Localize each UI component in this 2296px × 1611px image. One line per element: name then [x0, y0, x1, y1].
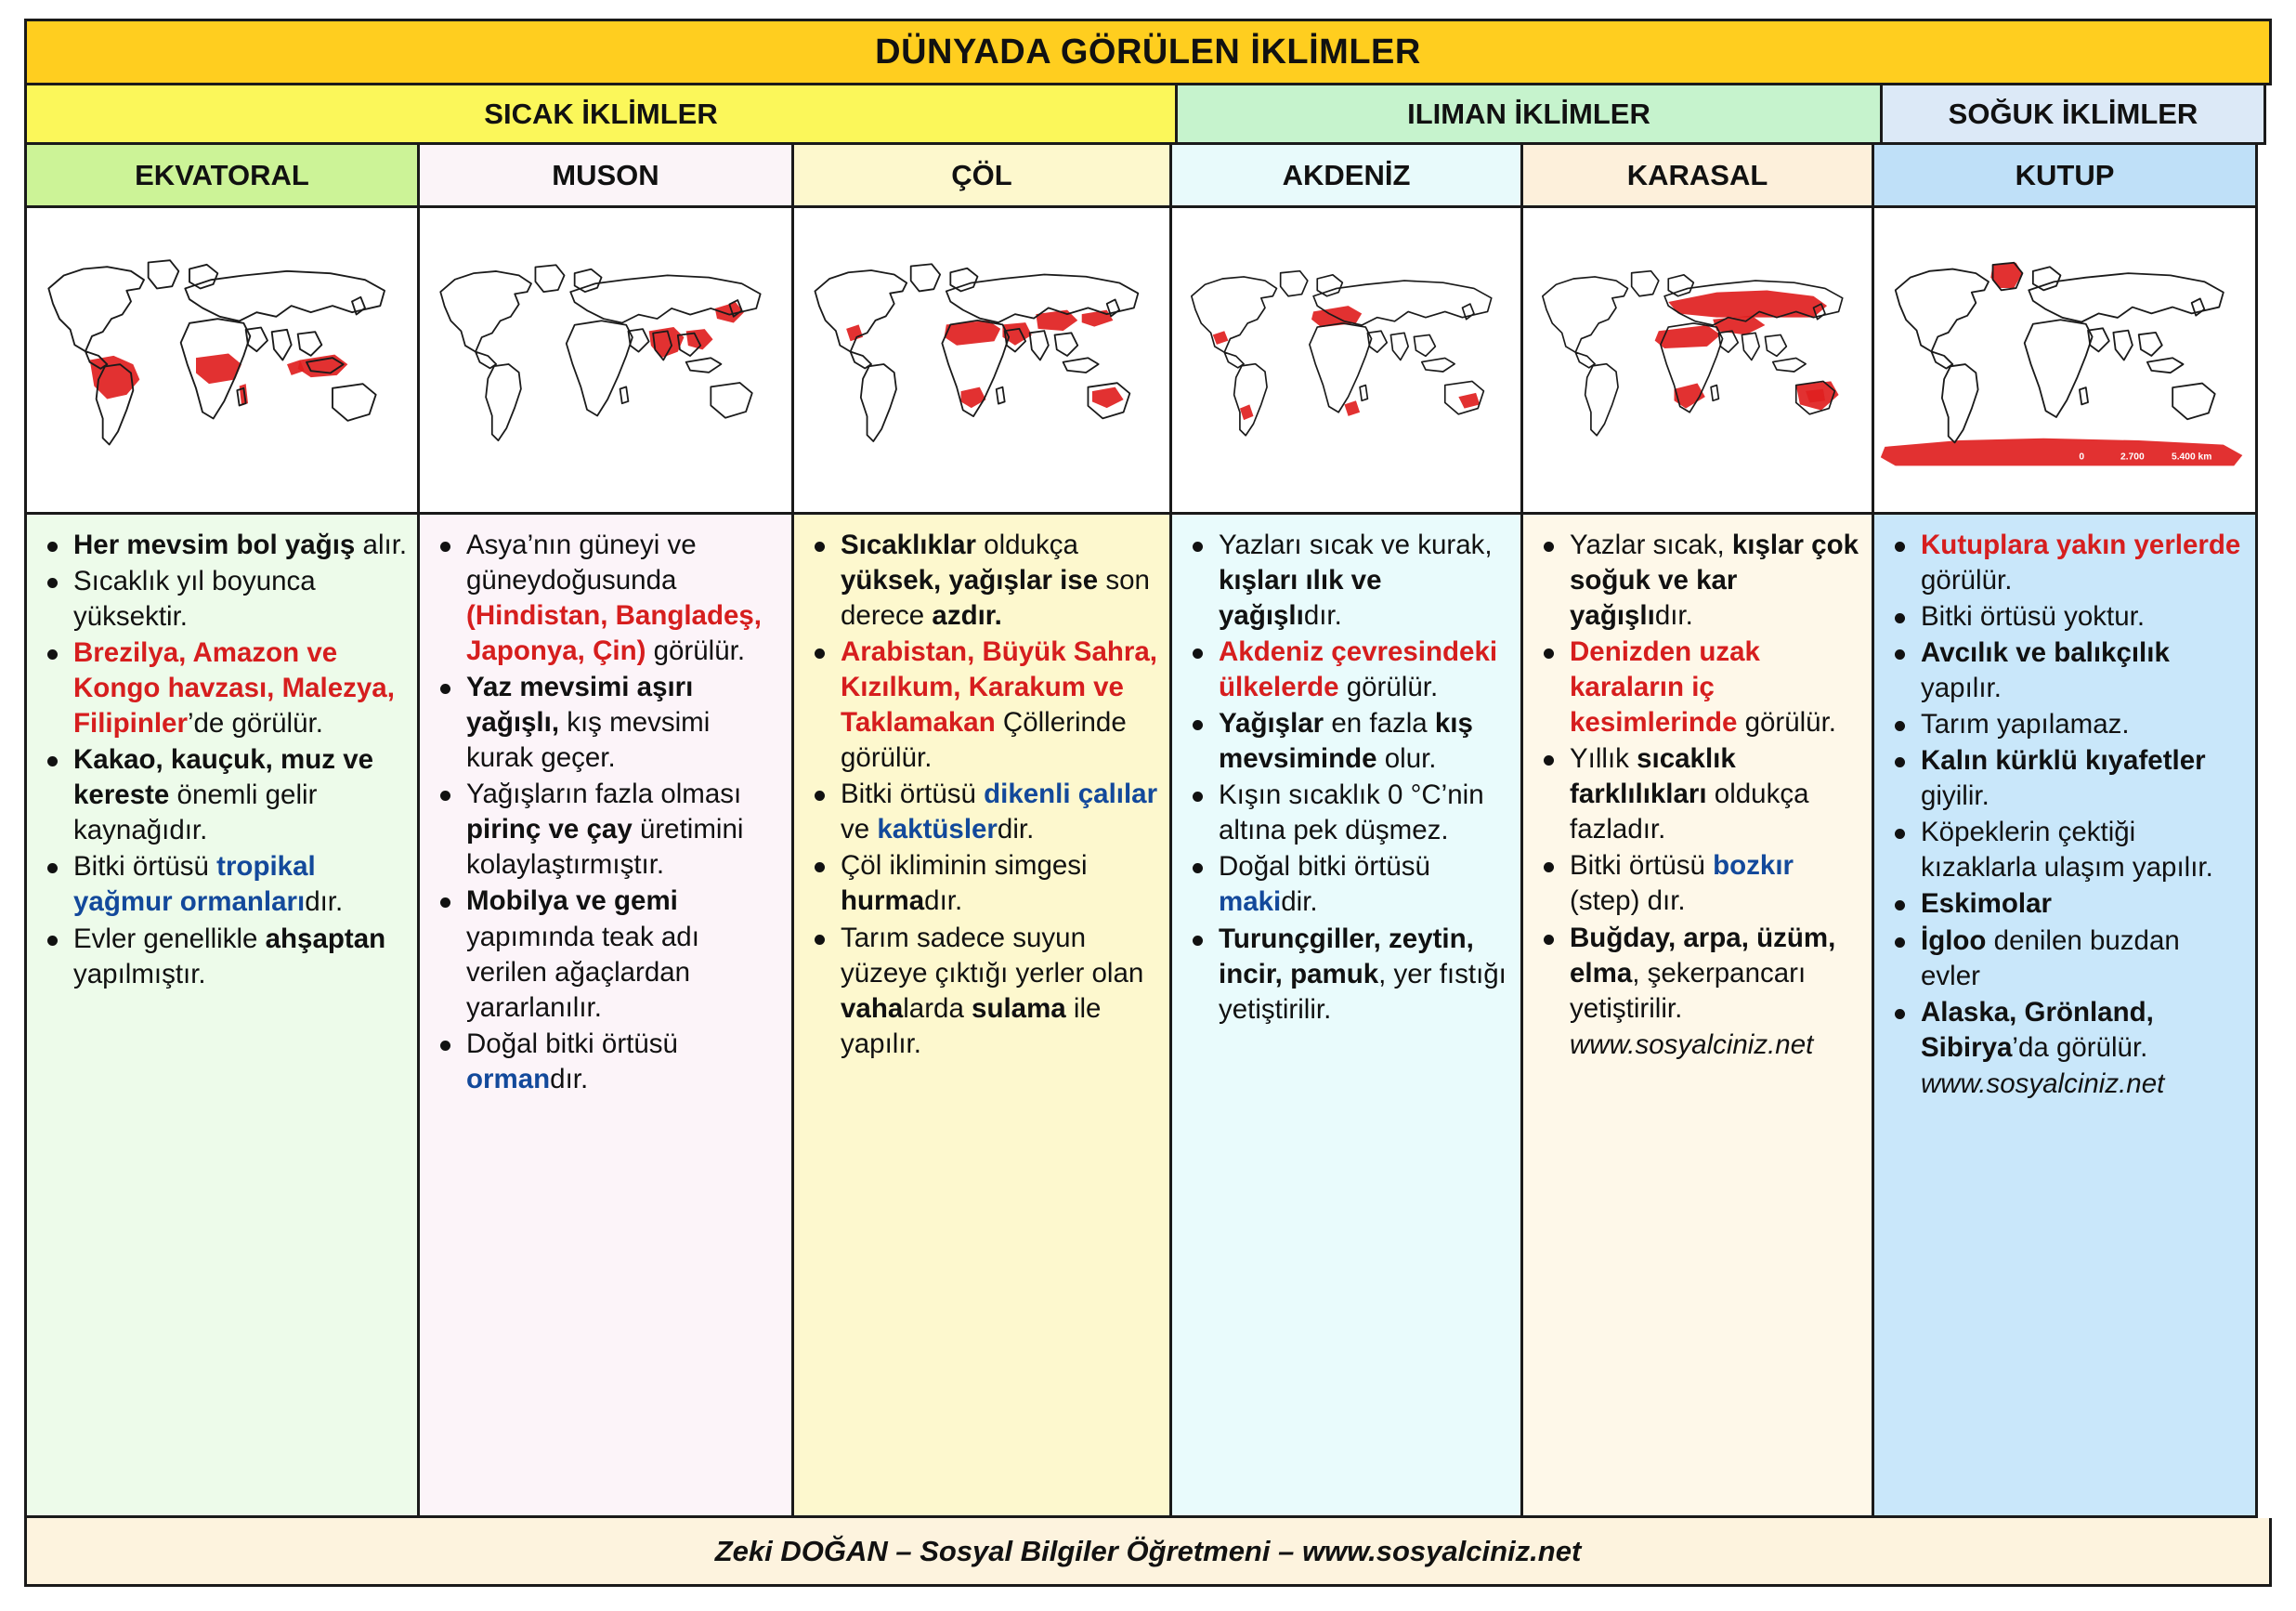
map-cell-ekvatoral [24, 208, 420, 515]
list-item: Tarım sadece suyun yüzeye çıktığı yerler olan vahalarda sulama ile yapılır. [800, 921, 1160, 1062]
list-item: Arabistan, Büyük Sahra, Kızılkum, Karakum ve Taklamakan Çöllerinde görülür. [800, 635, 1160, 776]
world-landmass-outline [815, 264, 1138, 441]
page-title: DÜNYADA GÖRÜLEN İKLİMLER [875, 32, 1421, 72]
bullet-list-karasal [1529, 528, 1862, 1063]
list-item: Bitki örtüsü tropikal yağmur ormanlarıdır. [33, 849, 408, 920]
list-item: Brezilya, Amazon ve Kongo havzası, Malezya, Filipinler’de görülür. [33, 635, 408, 741]
map-cell-col [791, 208, 1172, 515]
map-cell-kutup [1872, 208, 2258, 515]
body-cell-kutup [1872, 515, 2258, 1518]
body-cell-col [791, 515, 1172, 1518]
bullet-list-ekvatoral [33, 528, 408, 992]
climate-header-akdeniz-label: AKDENİZ [1282, 158, 1411, 191]
climate-region-highlight [1213, 306, 1481, 420]
list-item: Akdeniz çevresindeki ülkelerde görülür. [1178, 635, 1511, 705]
list-item: Evler genellikle ahşaptan yapılmıştır. [33, 922, 408, 992]
map-cell-akdeniz [1169, 208, 1523, 515]
list-item: Yağışların fazla olması pirinç ve çay üretimini kolaylaştırmıştır. [425, 777, 782, 883]
list-item: Kutuplara yakın yerlerde görülür. [1880, 528, 2246, 598]
climate-header-col-label: ÇÖL [951, 158, 1012, 191]
list-item: Mobilya ve gemi yapımında teak adı verilen ağaçlardan yararlanılır. [425, 884, 782, 1025]
body-cell-karasal [1520, 515, 1874, 1518]
list-item: Doğal bitki örtüsü ormandır. [425, 1027, 782, 1097]
climate-group-header-row [24, 85, 2272, 145]
site-note: www.sosyalciniz.net [1921, 1067, 2165, 1099]
climate-header-ekvatoral [24, 145, 420, 208]
bullet-list-muson [425, 528, 782, 1097]
list-item: Kalın kürklü kıyafetler giyilir. [1880, 743, 2246, 814]
climate-header-muson [417, 145, 794, 208]
world-landmass-outline [440, 265, 760, 440]
list-item: Her mevsim bol yağış alır. [33, 528, 408, 563]
group-header-cold-label: SOĞUK İKLİMLER [1948, 97, 2198, 130]
climate-region-highlight [1655, 291, 1839, 411]
list-item: İgloo denilen buzdan evler [1880, 923, 2246, 994]
list-item: Yazları sıcak ve kurak, kışları ılık ve yağışlıdır. [1178, 528, 1511, 634]
map-scale-label: 0 [2079, 452, 2085, 463]
bullet-list-kutup [1880, 528, 2246, 1102]
list-item: Bitki örtüsü bozkır (step) dır. [1529, 848, 1862, 919]
climate-name-header-row [24, 145, 2272, 208]
list-item: Çöl ikliminin simgesi hurmadır. [800, 848, 1160, 919]
climate-body-row [24, 515, 2272, 1518]
map-cell-karasal [1520, 208, 1874, 515]
list-item: Yazlar sıcak, kışlar çok soğuk ve kar yağışlıdır. [1529, 528, 1862, 634]
group-header-temperate-label: ILIMAN İKLİMLER [1407, 97, 1650, 130]
bullet-list-akdeniz [1178, 528, 1511, 1028]
equatorial-climate-map [27, 208, 417, 512]
mediterranean-climate-map [1172, 208, 1520, 512]
map-scale-label: 5.400 km [2172, 452, 2212, 463]
climate-header-kutup [1872, 145, 2258, 208]
group-header-cold [1880, 85, 2266, 145]
list-item: Tarım yapılamaz. [1880, 707, 2246, 742]
list-item: Sıcaklık yıl boyunca yüksektir. [33, 564, 408, 635]
climate-region-highlight [1881, 263, 2242, 466]
group-header-hot-label: SICAK İKLİMLER [484, 97, 718, 130]
list-item: Avcılık ve balıkçılık yapılır. [1880, 635, 2246, 706]
climate-map-row [24, 208, 2272, 515]
map-scale-label: 2.700 [2120, 452, 2145, 463]
climate-header-karasal-label: KARASAL [1626, 158, 1768, 191]
list-item: Bitki örtüsü dikenli çalılar ve kaktüslerdir. [800, 777, 1160, 847]
continental-climate-map [1523, 208, 1872, 512]
list-item: Denizden uzak karaların iç kesimlerinde görülür. [1529, 635, 1862, 740]
polar-climate-map [1874, 208, 2255, 512]
list-item: Yaz mevsimi aşırı yağışlı, kış mevsimi kurak geçer. [425, 670, 782, 776]
list-item: Bitki örtüsü yoktur. [1880, 599, 2246, 635]
map-cell-muson [417, 208, 794, 515]
group-header-hot [24, 85, 1178, 145]
site-note: www.sosyalciniz.net [1570, 1028, 1814, 1060]
world-landmass-outline [48, 260, 385, 444]
bullet-list-col [800, 528, 1160, 1062]
list-item: Buğday, arpa, üzüm, elma, şekerpancarı yetiştirilir. [1529, 921, 1862, 1027]
desert-climate-map [794, 208, 1169, 512]
climate-header-muson-label: MUSON [552, 158, 659, 191]
list-item: Yağışlar en fazla kış mevsiminde olur. [1178, 706, 1511, 777]
body-cell-muson [417, 515, 794, 1518]
footer-credit: Zeki DOĞAN – Sosyal Bilgiler Öğretmeni – www.sosyalciniz.net [714, 1534, 1582, 1567]
climate-header-karasal [1520, 145, 1874, 208]
body-cell-akdeniz [1169, 515, 1523, 1518]
list-item: Alaska, Grönland, Sibirya’da görülür. [1880, 995, 2246, 1066]
climate-header-kutup-label: KUTUP [2015, 158, 2115, 191]
climate-header-ekvatoral-label: EKVATORAL [135, 158, 309, 191]
list-item: Köpeklerin çektiği kızaklarla ulaşım yapılır. [1880, 815, 2246, 885]
group-header-temperate [1175, 85, 1883, 145]
climate-header-col [791, 145, 1172, 208]
world-landmass-outline [1896, 263, 2224, 443]
monsoon-climate-map [420, 208, 791, 512]
list-item: Doğal bitki örtüsü makidir. [1178, 849, 1511, 920]
list-item: Eskimolar [1880, 886, 2246, 922]
list-item: Sıcaklıklar oldukça yüksek, yağışlar ise son derece azdır. [800, 528, 1160, 634]
list-item: Kışın sıcaklık 0 °C’nin altına pek düşmez. [1178, 778, 1511, 848]
page-title-bar [24, 19, 2272, 85]
list-item: Asya’nın güneyi ve güneydoğusunda (Hindistan, Bangladeş, Japonya, Çin) görülür. [425, 528, 782, 669]
climate-header-akdeniz [1169, 145, 1523, 208]
list-item: Yıllık sıcaklık farklılıkları oldukça fazladır. [1529, 741, 1862, 847]
body-cell-ekvatoral [24, 515, 420, 1518]
footer-bar [24, 1518, 2272, 1587]
list-item: Kakao, kauçuk, muz ve kereste önemli gelir kaynağıdır. [33, 742, 408, 848]
world-landmass-outline [1192, 271, 1492, 436]
list-item: Turunçgiller, zeytin, incir, pamuk, yer fıstığı yetiştirilir. [1178, 922, 1511, 1028]
